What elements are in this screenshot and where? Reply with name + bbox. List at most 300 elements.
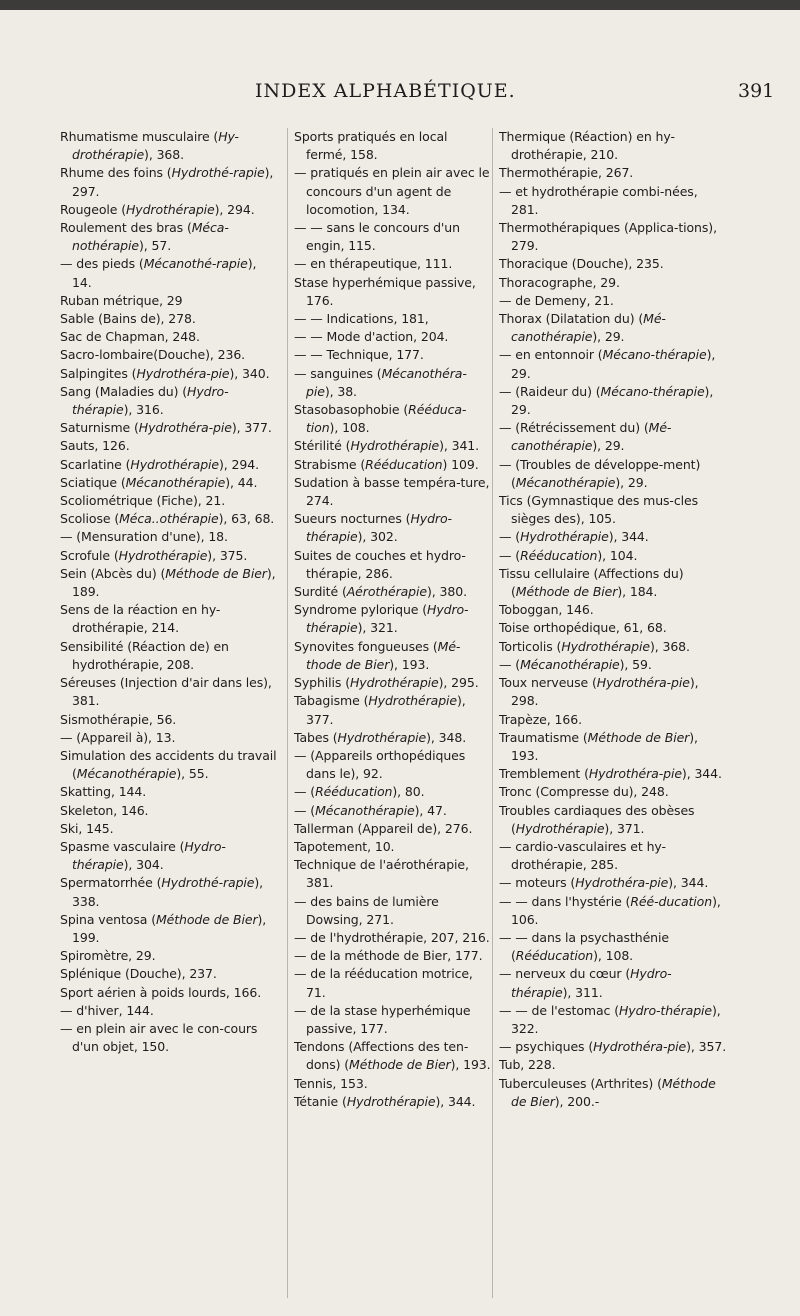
- index-column-right: [492, 128, 727, 1298]
- entry-text: — moteurs (: [499, 875, 576, 891]
- entry-text: Tub, 228.: [499, 1057, 556, 1073]
- entry-text: Tronc (Compresse du), 248.: [499, 784, 669, 800]
- entry-text: Traumatisme (: [499, 729, 588, 745]
- index-entry: [60, 783, 278, 801]
- entry-text: ), 344.: [608, 529, 649, 545]
- index-entry: [499, 274, 727, 292]
- index-entry: [294, 601, 491, 637]
- index-entry: [499, 802, 727, 838]
- entry-text: ), 199.: [72, 911, 267, 945]
- index-entry: [294, 401, 491, 437]
- index-entry: [60, 802, 278, 820]
- entry-text: — nerveux du cœur (: [499, 966, 631, 982]
- index-entry: [294, 547, 491, 583]
- entry-method-italic: Hydrothérapie: [350, 438, 440, 454]
- index-entry: [294, 1075, 491, 1093]
- index-entry: [499, 492, 727, 528]
- entry-text: Saturnisme (: [60, 420, 139, 436]
- entry-text: Salpingites (: [60, 365, 137, 381]
- entry-method-italic: Mé-canothérapie: [511, 420, 672, 454]
- entry-text: ), 29.: [511, 347, 716, 381]
- entry-text: — (Appareils orthopédiques dans le), 92.: [294, 747, 466, 782]
- entry-text: — de la rééducation motrice, 71.: [294, 966, 473, 1000]
- index-entry: [499, 838, 727, 874]
- entry-text: Sac de Chapman, 248.: [60, 329, 200, 345]
- entry-text: Spiromètre, 29.: [60, 948, 156, 964]
- index-entry: [499, 456, 727, 492]
- index-entry: [60, 874, 278, 910]
- index-entry: [60, 128, 278, 164]
- entry-text: ), 193.: [450, 1057, 491, 1073]
- entry-text: ), 357.: [686, 1039, 727, 1055]
- entry-text: Skeleton, 146.: [60, 802, 149, 818]
- entry-text: ), 80.: [392, 784, 425, 800]
- entry-text: Splénique (Douche), 237.: [60, 966, 217, 982]
- index-column-middle: [287, 128, 491, 1298]
- index-entry: [499, 292, 727, 310]
- entry-text: Sable (Bains de), 278.: [60, 311, 196, 327]
- entry-text: Stasobasophobie (: [294, 402, 409, 418]
- entry-method-italic: Méthode de Bier: [165, 565, 267, 581]
- entry-text: Ruban métrique, 29: [60, 292, 183, 308]
- entry-text: Sensibilité (Réaction de) en hydrothérapie, 208.: [60, 638, 229, 672]
- entry-text: ), 341.: [439, 438, 480, 454]
- index-entry: [499, 929, 727, 965]
- entry-method-italic: Aérothérapie: [346, 584, 427, 600]
- entry-method-italic: Hy-drothérapie: [72, 129, 239, 163]
- index-entry: [499, 419, 727, 455]
- index-entry: [294, 1002, 491, 1038]
- entry-method-italic: Rééducation: [315, 784, 393, 800]
- index-entry: [499, 310, 727, 346]
- index-entry: [499, 1075, 727, 1111]
- entry-text: ), 55.: [176, 766, 209, 782]
- entry-text: Sein (Abcès du) (: [60, 565, 166, 581]
- entry-text: — — de l'estomac (: [499, 1002, 619, 1018]
- entry-text: ), 297.: [72, 165, 274, 199]
- entry-text: Surdité (: [294, 584, 347, 600]
- entry-text: Ski, 145.: [60, 820, 114, 836]
- entry-text: Sacro-lombaire(Douche), 236.: [60, 347, 246, 363]
- page-header: [0, 78, 800, 108]
- entry-text: ), 380.: [426, 584, 467, 600]
- entry-text: Scrofule (: [60, 547, 119, 563]
- entry-text: Troubles cardiaques des obèses (: [499, 802, 695, 836]
- index-entry: [499, 547, 727, 565]
- index-entry: [294, 346, 491, 364]
- entry-method-italic: Hydrothé-rapie: [161, 875, 255, 891]
- index-entry: [499, 729, 727, 765]
- entry-text: — en thérapeutique, 111.: [294, 256, 453, 272]
- entry-text: — — Mode d'action, 204.: [294, 329, 449, 345]
- entry-text: Sports pratiqués en local fermé, 158.: [294, 129, 448, 163]
- index-entry: [294, 1038, 491, 1074]
- entry-text: Rougeole (: [60, 201, 126, 217]
- entry-text: ), 295.: [438, 675, 479, 691]
- entry-text: ), 59.: [619, 656, 652, 672]
- index-entry: [294, 255, 491, 273]
- entry-text: Sang (Maladies du) (: [60, 383, 188, 399]
- entry-text: Tuberculeuses (Arthrites) (: [499, 1075, 662, 1091]
- entry-text: Rhume des foins (: [60, 165, 172, 181]
- index-entry: [499, 874, 727, 892]
- entry-text: ), 377.: [231, 420, 272, 436]
- entry-text: ), 57.: [138, 238, 172, 254]
- entry-text: Thoracique (Douche), 235.: [499, 256, 664, 272]
- index-entry: [499, 711, 727, 729]
- entry-method-italic: Mécano-thérapie: [602, 347, 707, 363]
- index-entry: [60, 820, 278, 838]
- entry-method-italic: Méthode de Bier: [515, 584, 618, 600]
- index-entry: [60, 219, 278, 255]
- entry-text: ), 316.: [123, 402, 164, 418]
- page-title: INDEX ALPHABÉTIQUE.: [255, 80, 516, 102]
- entry-text: ), 304.: [123, 857, 164, 873]
- entry-text: — de l'hydrothérapie, 207, 216.: [294, 929, 490, 945]
- entry-text: Syndrome pylorique (: [294, 602, 428, 618]
- entry-method-italic: Mécanothé-rapie: [143, 256, 248, 272]
- entry-text: — (: [294, 784, 316, 800]
- entry-text: — sanguines (: [294, 365, 382, 381]
- index-entry: [60, 838, 278, 874]
- index-entry: [294, 783, 491, 801]
- index-column-left: [60, 128, 278, 1298]
- entry-text: ), 321.: [357, 620, 398, 636]
- entry-text: — — dans la psychasthénie (: [499, 929, 669, 964]
- index-entry: [60, 911, 278, 947]
- index-entry: [499, 565, 727, 601]
- entry-text: Tendons (Affections des ten-dons) (: [294, 1039, 469, 1073]
- entry-text: ), 200.-: [554, 1093, 600, 1109]
- entry-method-italic: Réé-ducation: [630, 893, 713, 909]
- entry-text: — — sans le concours d'un engin, 115.: [294, 220, 460, 254]
- entry-text: ), 63, 68.: [218, 511, 275, 527]
- entry-text: Skatting, 144.: [60, 784, 147, 800]
- index-entry: [499, 1002, 727, 1038]
- entry-text: ), 104.: [597, 547, 638, 563]
- entry-text: Tapotement, 10.: [294, 838, 395, 854]
- entry-text: — (: [294, 802, 316, 818]
- entry-text: ), 368.: [649, 638, 690, 654]
- index-entry: [294, 747, 491, 783]
- entry-text: — pratiqués en plein air avec le concours d'un agent de locomotion, 134.: [294, 165, 490, 217]
- entry-text: ), 302.: [357, 529, 398, 545]
- index-entry: [499, 255, 727, 273]
- entry-text: Toux nerveuse (: [499, 675, 597, 691]
- index-entry: [60, 528, 278, 546]
- entry-text: — (Raideur du) (: [499, 383, 601, 399]
- index-entry: [294, 128, 491, 164]
- index-entry: [60, 492, 278, 510]
- index-entry: [294, 856, 491, 892]
- entry-method-italic: Hydrothérapie: [368, 693, 457, 709]
- entry-method-italic: Hydrothérapie: [125, 201, 215, 217]
- index-entry: [499, 601, 727, 619]
- entry-text: Toise orthopédique, 61, 68.: [499, 620, 667, 636]
- entry-text: ), 38.: [324, 383, 357, 399]
- entry-text: ), 294.: [219, 456, 259, 472]
- entry-text: — de Demeny, 21.: [499, 292, 614, 308]
- entry-method-italic: Mécanothérapie: [520, 656, 620, 672]
- entry-text: ), 108.: [329, 420, 370, 436]
- entry-method-italic: Hydrothérapie: [118, 547, 208, 563]
- index-entry: [499, 1056, 727, 1074]
- index-entry: [60, 328, 278, 346]
- entry-text: ), 371.: [604, 820, 645, 836]
- entry-method-italic: Hydrothéra-pie: [593, 1039, 687, 1055]
- entry-text: — en entonnoir (: [499, 347, 603, 363]
- index-entry: [60, 747, 278, 783]
- entry-text: ), 184.: [617, 584, 658, 600]
- index-entry: [294, 929, 491, 947]
- index-entry: [499, 1038, 727, 1056]
- entry-method-italic: Hydrothéra-pie: [596, 675, 690, 691]
- entry-text: — (: [499, 547, 521, 563]
- index-entry: [294, 692, 491, 728]
- index-entry: [60, 474, 278, 492]
- entry-method-italic: Méca..othérapie: [119, 511, 219, 527]
- entry-text: Thermothérapiques (Applica-tions), 279.: [499, 220, 717, 254]
- entry-text: Sismothérapie, 56.: [60, 711, 177, 727]
- entry-text: — d'hiver, 144.: [60, 1002, 154, 1018]
- entry-text: Sport aérien à poids lourds, 166.: [60, 984, 262, 1000]
- entry-text: Stase hyperhémique passive, 176.: [294, 274, 476, 308]
- entry-text: ), 340.: [229, 365, 270, 381]
- entry-method-italic: Hydro-thérapie: [306, 511, 452, 545]
- entry-method-italic: Mé-canothérapie: [511, 311, 666, 345]
- index-entry: [294, 437, 491, 455]
- index-entry: [294, 510, 491, 546]
- entry-text: ), 377.: [306, 693, 466, 727]
- entry-text: Séreuses (Injection d'air dans les), 381.: [60, 675, 272, 709]
- entry-text: ), 375.: [207, 547, 248, 563]
- index-entry: [294, 1093, 491, 1111]
- entry-method-italic: Hydro-thérapie: [72, 383, 229, 418]
- entry-method-italic: Mécanothéra-pie: [306, 365, 467, 399]
- entry-text: Toboggan, 146.: [499, 602, 594, 618]
- entry-text: — (Appareil à), 13.: [60, 729, 176, 745]
- index-entry: [294, 456, 491, 474]
- entry-method-italic: Hydrothérapie: [337, 729, 427, 745]
- entry-method-italic: Hydrothérapie: [515, 820, 605, 836]
- entry-text: ), 193.: [511, 729, 698, 763]
- entry-text: Rhumatisme musculaire (: [60, 129, 219, 144]
- entry-text: — — Indications, 181,: [294, 311, 429, 327]
- index-entry: [294, 674, 491, 692]
- entry-text: Tennis, 153.: [294, 1075, 368, 1091]
- index-entry: [60, 1002, 278, 1020]
- index-entry: [60, 729, 278, 747]
- entry-text: ), 298.: [511, 675, 699, 709]
- entry-text: ), 29.: [615, 474, 648, 490]
- entry-text: ), 344.: [681, 766, 722, 782]
- index-entry: [294, 310, 491, 328]
- index-entry: [60, 947, 278, 965]
- index-entry: [294, 274, 491, 310]
- entry-text: Tics (Gymnastique des mus-cles sièges des), 105.: [499, 493, 698, 527]
- index-entry: [294, 820, 491, 838]
- index-entry: [60, 419, 278, 437]
- index-entry: [499, 783, 727, 801]
- index-entry: [294, 947, 491, 965]
- index-entry: [499, 183, 727, 219]
- entry-method-italic: Hydro-thérapie: [306, 602, 469, 636]
- entry-text: — (Troubles de développe-ment) (: [499, 456, 701, 490]
- index-entry: [499, 965, 727, 1001]
- entry-method-italic: Méthode de Bier: [511, 1075, 716, 1109]
- index-entry: [60, 164, 278, 200]
- entry-text: — (Rétrécissement du) (: [499, 420, 649, 436]
- index-entry: [60, 984, 278, 1002]
- entry-text: Spasme vasculaire (: [60, 838, 185, 854]
- index-entry: [60, 310, 278, 328]
- entry-text: ), 108.: [593, 948, 634, 964]
- entry-text: — en plein air avec le con-cours d'un objet, 150.: [60, 1020, 258, 1055]
- entry-method-italic: Hydro-thérapie: [72, 838, 226, 873]
- index-columns: [0, 128, 800, 1298]
- entry-method-italic: Hydrothéra-pie: [138, 420, 232, 436]
- entry-text: — et hydrothérapie combi-nées, 281.: [499, 183, 698, 217]
- index-entry: [499, 128, 727, 164]
- entry-text: — (: [499, 656, 521, 672]
- entry-text: Scoliométrique (Fiche), 21.: [60, 493, 226, 509]
- index-entry: [60, 547, 278, 565]
- entry-text: Spina ventosa (: [60, 911, 156, 927]
- entry-text: Strabisme (: [294, 456, 366, 472]
- index-entry: [294, 474, 491, 510]
- entry-text: ), 47.: [414, 802, 447, 818]
- entry-text: ), 29.: [592, 438, 625, 454]
- entry-method-italic: Hydrothérapie: [349, 675, 439, 691]
- entry-text: Spermatorrhée (: [60, 875, 162, 891]
- index-entry: [60, 711, 278, 729]
- entry-method-italic: Méthode de Bier: [587, 729, 690, 745]
- entry-text: Scarlatine (: [60, 456, 131, 472]
- index-entry: [294, 219, 491, 255]
- entry-text: ) 109.: [442, 456, 479, 472]
- entry-text: — — dans l'hystérie (: [499, 893, 631, 909]
- entry-text: Sens de la réaction en hy-drothérapie, 214.: [60, 602, 221, 636]
- entry-text: Stérilité (: [294, 438, 351, 454]
- entry-text: Sudation à basse tempéra-ture, 274.: [294, 474, 490, 509]
- index-entry: [294, 802, 491, 820]
- entry-text: — (: [499, 529, 521, 545]
- entry-text: — cardio-vasculaires et hy-drothérapie, 285.: [499, 838, 666, 873]
- index-entry: [60, 965, 278, 983]
- entry-text: — des pieds (: [60, 256, 144, 272]
- entry-text: Syphilis (: [294, 675, 350, 691]
- entry-text: ), 189.: [72, 565, 276, 600]
- entry-method-italic: Hydrothéra-pie: [136, 365, 230, 381]
- entry-text: Sciatique (: [60, 474, 126, 490]
- index-entry: [294, 965, 491, 1001]
- entry-text: ), 344.: [668, 875, 709, 891]
- entry-method-italic: Mécanothérapie: [515, 474, 616, 490]
- entry-method-italic: Rééducation: [515, 948, 594, 964]
- index-entry: [60, 383, 278, 419]
- index-entry: [294, 328, 491, 346]
- entry-method-italic: Hydrothéra-pie: [575, 875, 669, 891]
- index-entry: [60, 292, 278, 310]
- entry-method-italic: Hydrothérapie: [520, 529, 609, 545]
- entry-text: — (Mensuration d'une), 18.: [60, 529, 228, 545]
- entry-method-italic: Hydro-thérapie: [618, 1002, 713, 1018]
- page-number: 391: [738, 80, 775, 102]
- entry-text: Tétanie (: [294, 1093, 347, 1109]
- entry-text: — de la méthode de Bier, 177.: [294, 948, 483, 964]
- index-entry: [60, 456, 278, 474]
- entry-text: Technique de l'aérothérapie, 381.: [294, 857, 469, 891]
- entry-text: ), 44.: [225, 474, 258, 490]
- entry-method-italic: Rééduca-tion: [306, 402, 467, 436]
- entry-text: ), 368.: [144, 147, 185, 163]
- entry-text: Thermothérapie, 267.: [499, 165, 634, 181]
- entry-text: ), 29.: [511, 383, 714, 418]
- entry-text: ), 14.: [72, 256, 257, 290]
- index-entry: [294, 893, 491, 929]
- entry-text: ), 311.: [562, 984, 603, 1000]
- entry-text: Simulation des accidents du travail (: [60, 747, 277, 782]
- index-entry: [60, 365, 278, 383]
- entry-method-italic: Mécanothérapie: [125, 474, 226, 490]
- index-entry: [60, 255, 278, 291]
- entry-method-italic: Rééducation: [520, 547, 598, 563]
- index-entry: [60, 1020, 278, 1056]
- entry-text: ), 344.: [435, 1093, 476, 1109]
- index-entry: [499, 346, 727, 382]
- entry-text: Thorax (Dilatation du) (: [499, 311, 644, 327]
- entry-text: Tabes (: [294, 729, 338, 745]
- entry-text: ), 29.: [592, 329, 625, 345]
- entry-text: Tallerman (Appareil de), 276.: [294, 820, 473, 836]
- entry-text: Sueurs nocturnes (: [294, 511, 411, 527]
- entry-method-italic: Rééducation: [365, 456, 443, 472]
- entry-method-italic: Méthode de Bier: [155, 911, 258, 927]
- entry-method-italic: Mé-thode de Bier: [306, 638, 461, 672]
- entry-text: Trapèze, 166.: [499, 711, 582, 727]
- index-entry: [294, 583, 491, 601]
- entry-text: Tabagisme (: [294, 693, 369, 709]
- index-entry: [294, 638, 491, 674]
- index-entry: [60, 437, 278, 455]
- page-top-edge: [0, 0, 800, 10]
- entry-text: — des bains de lumière Dowsing, 271.: [294, 893, 439, 927]
- entry-text: ), 338.: [72, 875, 264, 909]
- entry-text: Scoliose (: [60, 511, 120, 527]
- entry-text: — de la stase hyperhémique passive, 177.: [294, 1002, 471, 1036]
- entry-method-italic: Mécanothérapie: [315, 802, 415, 818]
- entry-text: ), 294.: [214, 201, 255, 217]
- index-entry: [60, 201, 278, 219]
- index-entry: [499, 765, 727, 783]
- index-entry: [60, 601, 278, 637]
- index-entry: [499, 638, 727, 656]
- entry-text: ), 193.: [389, 656, 430, 672]
- entry-method-italic: Hydrothérapie: [346, 1093, 436, 1109]
- entry-method-italic: Hydrothéra-pie: [588, 766, 682, 782]
- entry-text: Sauts, 126.: [60, 438, 130, 454]
- index-entry: [499, 656, 727, 674]
- entry-text: — — Technique, 177.: [294, 347, 424, 363]
- entry-method-italic: Hydrothérapie: [561, 638, 650, 654]
- index-entry: [60, 565, 278, 601]
- entry-text: Synovites fongueuses (: [294, 638, 438, 654]
- index-entry: [294, 164, 491, 219]
- entry-text: ), 322.: [511, 1002, 721, 1036]
- index-entry: [60, 346, 278, 364]
- index-entry: [499, 383, 727, 419]
- entry-text: Roulement des bras (: [60, 220, 192, 236]
